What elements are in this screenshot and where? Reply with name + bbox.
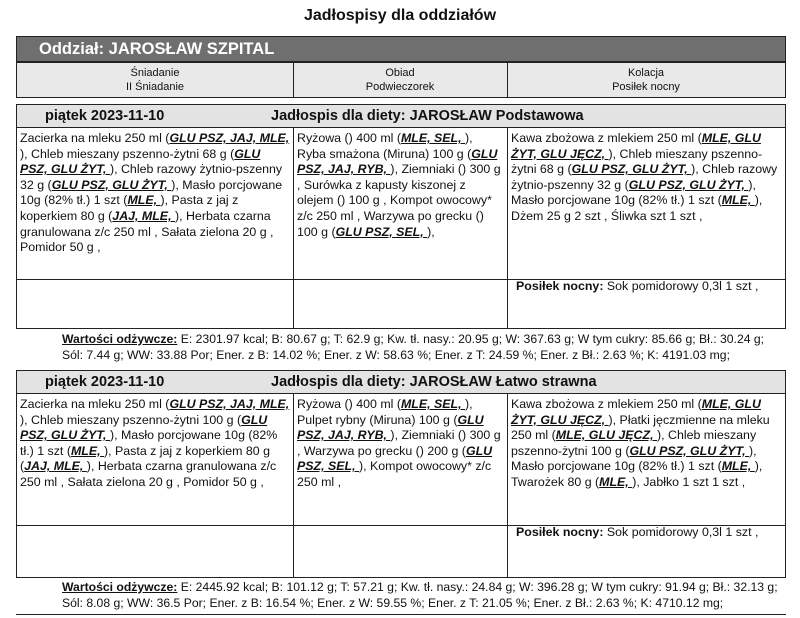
nutrition-text: E: 2445.92 kcal; B: 101.12 g; T: 57.21 g; Kw. tł. nasy.: 24.84 g; W: 396.28 g; W tym cukry: 91.94 g; Bł.: 32.13 g; Sól: 8.08 g; WW: 36.5 Por; Ener. z B: 16.54 %; Ener. z W: 59.55 %; Ener. z T: 21.05 %; Ener. z Bł.: 2.63 %; K: 4710.12 mg; — [62, 580, 778, 610]
column-headers — [16, 62, 786, 98]
breakfast-cell — [17, 128, 293, 279]
nutrition-text: E: 2301.97 kcal; B: 80.67 g; T: 62.9 g; Kw. tł. nasy.: 20.95 g; W: 367.63 g; W tym cukry: 85.66 g; Bł.: 30.24 g; Sól: 7.44 g; WW: 33.88 Por; Ener. z B: 14.02 %; Ener. z W: 58.63 %; Ener. z T: 24.59 %; Ener. z Bł.: 2.63 %; K: 4191.03 mg; — [62, 332, 765, 362]
breakfast-text: Zacierka na mleku 250 ml (GLU PSZ, JAJ, MLE, ), Chleb mieszany pszenno-żytni 100 g (GLU PSZ, GLU ŻYT, ), Masło porcjowane 10g (82% tł.) 1 szt (MLE, ), Pasta z jaj z koperkiem 80 g (JAJ, MLE, ), Herbata czarna granulowana z/c 250 ml , Sałata zielona 20 g , Pomidor 50 g , — [20, 397, 290, 489]
diet-meal-grid — [16, 128, 786, 329]
nutrition-values — [62, 580, 782, 611]
allergen-codes: MLE, — [599, 474, 633, 489]
allergen-codes: MLE, SEL, — [400, 131, 465, 145]
column-header-dinner: Kolacja Posiłek nocny — [612, 67, 680, 93]
breakfast-text: Zacierka na mleku 250 ml (GLU PSZ, JAJ, MLE, ), Chleb mieszany pszenno-żytni 68 g (GLU PSZ, GLU ŻYT, ), Chleb razowy żytnio-pszenny 32 g (GLU PSZ, GLU ŻYT, ), Masło porcjowane 10g (82% tł.) 1 szt (MLE, ), Pasta z jaj z koperkiem 80 g (JAJ, MLE, ), Herbata czarna granulowana z/c 250 ml , Sałata zielona 20 g , Pomidor 50 g , — [20, 131, 290, 255]
allergen-codes: GLU PSZ, GLU ŻYT, — [628, 177, 749, 192]
dinner-text: Kawa zbożowa z mlekiem 250 ml (MLE, GLU ŻYT, GLU JĘCZ, ), Płatki jęczmienne na mleku 250 ml (MLE, GLU JĘCZ, ), Chleb mieszany pszenno-żytni 100 g (GLU PSZ, GLU ŻYT, ), Masło porcjowane 10g (82% tł.) 1 szt (MLE, ), Twarożek 80 g (MLE, ), Jabłko 1 szt 1 szt , — [511, 397, 770, 489]
allergen-codes: MLE, — [70, 443, 104, 458]
night-snack-label: Posiłek nocny: — [516, 279, 604, 293]
dinner-cell — [508, 394, 787, 525]
lunch-text: Ryżowa () 400 ml (MLE, SEL, ), Pulpet rybny (Miruna) 100 g (GLU PSZ, JAJ, RYB, ), Ziemniaki () 300 g , Warzywa po grecku () 200 g (GLU PSZ, SEL, ), Kompot owocowy* z/c 250 ml , — [297, 397, 501, 489]
night-snack — [512, 279, 790, 295]
nutrition-values — [62, 332, 782, 363]
column-header-breakfast: Śniadanie II Śniadanie — [125, 67, 185, 93]
lunch-cell — [294, 128, 507, 279]
allergen-codes: MLE, — [127, 193, 161, 208]
nutrition-label: Wartości odżywcze: — [62, 332, 178, 346]
department-header: Oddział: JAROSŁAW SZPITAL — [16, 36, 786, 62]
diet-header — [16, 104, 786, 128]
allergen-codes: GLU PSZ, JAJ, MLE, — [169, 397, 290, 411]
dinner-cell — [508, 128, 787, 279]
allergen-codes: MLE, GLU ŻYT, GLU JĘCZ, — [511, 397, 761, 427]
diet-name: Jadłospis dla diety: JAROSŁAW Podstawowa — [271, 108, 584, 124]
dinner-text: Kawa zbożowa z mlekiem 250 ml (MLE, GLU ŻYT, GLU JĘCZ, ), Chleb mieszany pszenno-żytni 68 g (GLU PSZ, GLU ŻYT, ), Chleb razowy żytnio-pszenny 32 g (GLU PSZ, GLU ŻYT, ), Masło porcjowane 10g (82% tł.) 1 szt (MLE, ), Dżem 25 g 2 szt , Śliwka szt 1 szt , — [511, 131, 778, 223]
allergen-codes: GLU PSZ, GLU ŻYT, — [20, 412, 268, 443]
lunch-cell — [294, 394, 507, 525]
allergen-codes: GLU PSZ, SEL, — [297, 443, 493, 474]
night-snack-text: Sok pomidorowy 0,3l 1 szt , — [606, 279, 759, 293]
next-section-edge — [16, 614, 786, 615]
column-header-lunch: Obiad Podwieczorek — [365, 67, 435, 93]
night-snack — [512, 525, 790, 541]
breakfast-cell — [17, 394, 293, 525]
diet-name: Jadłospis dla diety: JAROSŁAW Łatwo strawna — [271, 374, 597, 390]
allergen-codes: GLU PSZ, JAJ, MLE, — [169, 131, 290, 145]
night-snack-text: Sok pomidorowy 0,3l 1 szt , — [606, 525, 759, 539]
allergen-codes: JAJ, MLE, — [24, 459, 87, 474]
lunch-text: Ryżowa () 400 ml (MLE, SEL, ), Ryba smażona (Miruna) 100 g (GLU PSZ, JAJ, RYB, ), Ziemniaki () 300 g , Surówka z kapusty kiszonej z olejem () 100 g , Kompot owocowy* z/c 250 ml , Warzywa po grecku () 100 g (GLU PSZ, SEL, ), — [297, 131, 501, 239]
diet-header — [16, 370, 786, 394]
allergen-codes: GLU PSZ, JAJ, RYB, — [297, 412, 484, 443]
allergen-codes: GLU PSZ, GLU ŻYT, — [629, 443, 750, 458]
allergen-codes: GLU PSZ, JAJ, RYB, — [297, 146, 498, 177]
allergen-codes: JAJ, MLE, — [112, 208, 175, 223]
nutrition-label: Wartości odżywcze: — [62, 580, 178, 594]
allergen-codes: GLU PSZ, SEL, — [335, 224, 428, 239]
page-title: Jadłospisy dla oddziałów — [303, 7, 497, 24]
diet-meal-grid — [16, 394, 786, 578]
allergen-codes: GLU PSZ, GLU ŻYT, — [20, 146, 261, 177]
allergen-codes: GLU PSZ, GLU ŻYT, — [51, 177, 172, 192]
allergen-codes: MLE, SEL, — [400, 397, 465, 411]
allergen-codes: GLU PSZ, GLU ŻYT, — [571, 162, 692, 177]
night-snack-label: Posiłek nocny: — [516, 525, 604, 539]
allergen-codes: MLE, GLU ŻYT, GLU JĘCZ, — [511, 131, 761, 161]
allergen-codes: MLE, — [721, 459, 755, 474]
diet-date: piątek 2023-11-10 — [45, 374, 165, 390]
allergen-codes: MLE, GLU JĘCZ, — [555, 428, 657, 443]
diet-date: piątek 2023-11-10 — [45, 108, 165, 124]
allergen-codes: MLE, — [721, 193, 755, 208]
